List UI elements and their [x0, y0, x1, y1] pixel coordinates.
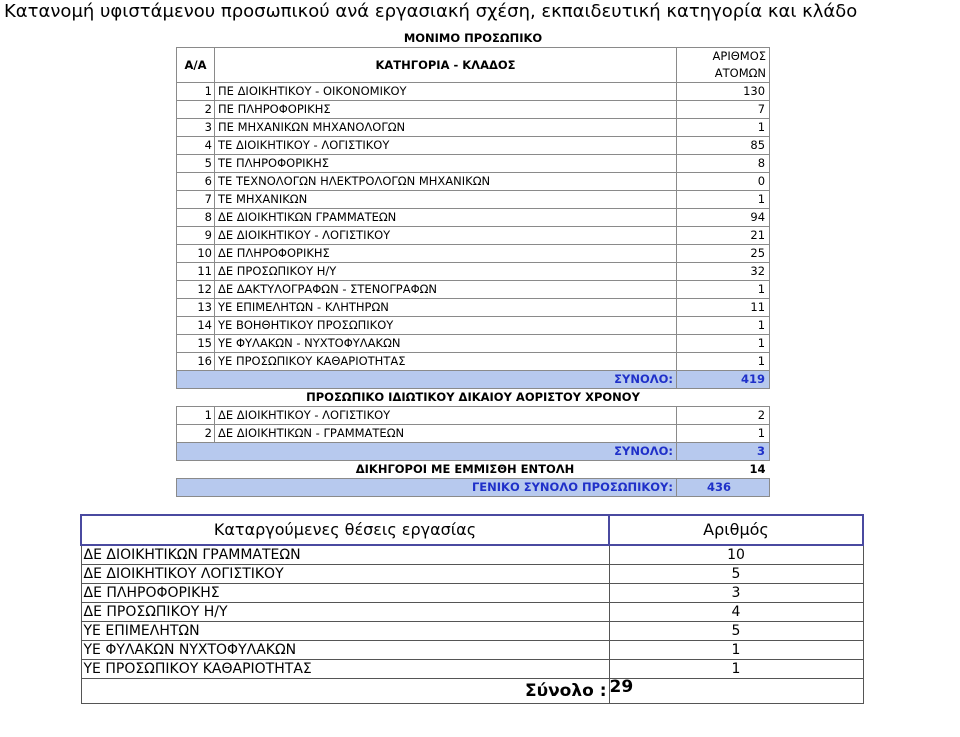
abolished-row [81, 565, 863, 584]
row-count: 1 [677, 425, 770, 443]
row-count: 1 [677, 353, 770, 371]
permanent-staff-row [177, 101, 770, 119]
row-category: ΠΕ ΠΛΗΡΟΦΟΡΙΚΗΣ [215, 101, 677, 119]
permanent-total-value: 419 [677, 371, 770, 389]
abolished-row [81, 622, 863, 641]
permanent-staff-row [177, 137, 770, 155]
row-category: ΔΕ ΔΙΟΙΚΗΤΙΚΩΝ ΓΡΑΜΜΑΤΕΩΝ [215, 209, 677, 227]
row-category: ΥΕ ΠΡΟΣΩΠΙΚΟΥ ΚΑΘΑΡΙΟΤΗΤΑΣ [215, 353, 677, 371]
row-category: ΤΕ ΔΙΟΙΚΗΤΙΚΟΥ - ΛΟΓΙΣΤΙΚΟΥ [215, 137, 677, 155]
row-index: 11 [177, 263, 215, 281]
row-count: 21 [677, 227, 770, 245]
permanent-staff-row [177, 317, 770, 335]
abolished-position: ΥΕ ΠΡΟΣΩΠΙΚΟΥ ΚΑΘΑΡΙΟΤΗΤΑΣ [81, 660, 609, 679]
private-staff-row [177, 407, 770, 425]
permanent-staff-row [177, 227, 770, 245]
abolished-positions-table [80, 514, 864, 704]
abolished-position: ΔΕ ΔΙΟΙΚΗΤΙΚΩΝ ΓΡΑΜΜΑΤΕΩΝ [81, 545, 609, 565]
abolished-position: ΔΕ ΠΛΗΡΟΦΟΡΙΚΗΣ [81, 584, 609, 603]
row-index: 10 [177, 245, 215, 263]
lawyers-value: 14 [749, 462, 766, 476]
row-category: ΥΕ ΕΠΙΜΕΛΗΤΩΝ - ΚΛΗΤΗΡΩΝ [215, 299, 677, 317]
row-index: 5 [177, 155, 215, 173]
row-count: 1 [677, 119, 770, 137]
abolished-count: 5 [609, 622, 863, 641]
row-index: 9 [177, 227, 215, 245]
row-category: ΔΕ ΔΙΟΙΚΗΤΙΚΩΝ - ΓΡΑΜΜΑΤΕΩΝ [215, 425, 677, 443]
col-position-header: Καταργούμενες θέσεις εργασίας [81, 515, 609, 545]
lawyers-row [177, 461, 770, 479]
private-total [177, 443, 770, 461]
permanent-total-label: ΣΥΝΟΛΟ: [177, 371, 677, 389]
row-index: 13 [177, 299, 215, 317]
abolished-count: 3 [609, 584, 863, 603]
permanent-staff-row [177, 353, 770, 371]
row-category: ΠΕ ΜΗΧΑΝΙΚΩΝ ΜΗΧΑΝΟΛΟΓΩΝ [215, 119, 677, 137]
permanent-section-title: ΜΟΝΙΜΟ ΠΡΟΣΩΠΙΚΟ [403, 31, 543, 45]
col-index-header: Α/Α [177, 48, 215, 83]
row-index: 6 [177, 173, 215, 191]
staff-table [176, 30, 770, 497]
row-count: 1 [677, 335, 770, 353]
row-count: 32 [677, 263, 770, 281]
abolished-header-row [81, 515, 863, 545]
permanent-staff-row [177, 263, 770, 281]
abolished-row [81, 641, 863, 660]
col-count-header-line2: ΑΤΟΜΩΝ [714, 66, 767, 80]
grand-total-row [177, 479, 770, 497]
abolished-position: ΥΕ ΦΥΛΑΚΩΝ ΝΥΧΤΟΦΥΛΑΚΩΝ [81, 641, 609, 660]
row-count: 8 [677, 155, 770, 173]
row-count: 1 [677, 317, 770, 335]
permanent-staff-row [177, 155, 770, 173]
column-header-row [177, 48, 770, 83]
private-total-label: ΣΥΝΟΛΟ: [177, 443, 677, 461]
permanent-section-header [177, 30, 770, 48]
row-index: 2 [177, 425, 215, 443]
grand-total-label: ΓΕΝΙΚΟ ΣΥΝΟΛΟ ΠΡΟΣΩΠΙΚΟΥ: [177, 479, 677, 497]
col-count-header-line1: ΑΡΙΘΜΟΣ [712, 49, 767, 63]
col-count-header [677, 48, 770, 83]
row-index: 4 [177, 137, 215, 155]
row-count: 25 [677, 245, 770, 263]
row-index: 12 [177, 281, 215, 299]
row-count: 7 [677, 101, 770, 119]
row-count: 130 [677, 83, 770, 101]
row-index: 3 [177, 119, 215, 137]
row-category: ΥΕ ΒΟΗΘΗΤΙΚΟΥ ΠΡΟΣΩΠΙΚΟΥ [215, 317, 677, 335]
row-count: 94 [677, 209, 770, 227]
page-title: Κατανομή υφιστάμενου προσωπικού ανά εργασιακή σχέση, εκπαιδευτική κατηγορία και κλάδο [4, 1, 858, 22]
abolished-row [81, 603, 863, 622]
grand-total-value: 436 [677, 479, 770, 497]
abolished-row [81, 545, 863, 565]
row-count: 2 [677, 407, 770, 425]
abolished-count: 10 [609, 545, 863, 565]
permanent-staff-row [177, 83, 770, 101]
abolished-total-value [609, 679, 863, 704]
row-index: 14 [177, 317, 215, 335]
row-category: ΔΕ ΔΙΟΙΚΗΤΙΚΟΥ - ΛΟΓΙΣΤΙΚΟΥ [215, 227, 677, 245]
abolished-total-number: 29 [609, 678, 634, 697]
abolished-position: ΔΕ ΔΙΟΙΚΗΤΙΚΟΥ ΛΟΓΙΣΤΙΚΟΥ [81, 565, 609, 584]
abolished-row [81, 660, 863, 679]
permanent-total [177, 371, 770, 389]
row-index: 1 [177, 83, 215, 101]
permanent-staff-row [177, 299, 770, 317]
abolished-count: 4 [609, 603, 863, 622]
row-index: 15 [177, 335, 215, 353]
abolished-total-row [81, 679, 863, 704]
permanent-staff-row [177, 335, 770, 353]
abolished-position: ΔΕ ΠΡΟΣΩΠΙΚΟΥ Η/Υ [81, 603, 609, 622]
permanent-staff-row [177, 209, 770, 227]
row-count: 85 [677, 137, 770, 155]
abolished-row [81, 584, 863, 603]
abolished-total-label: Σύνολο : [81, 679, 609, 704]
col-number-header: Αριθμός [609, 515, 863, 545]
row-count: 1 [677, 191, 770, 209]
permanent-staff-row [177, 119, 770, 137]
lawyers-label: ΔΙΚΗΓΟΡΟΙ ΜΕ ΕΜΜΙΣΘΗ ΕΝΤΟΛΗ [355, 462, 575, 476]
row-index: 2 [177, 101, 215, 119]
permanent-staff-row [177, 173, 770, 191]
row-category: ΔΕ ΔΙΟΙΚΗΤΙΚΟΥ - ΛΟΓΙΣΤΙΚΟΥ [215, 407, 677, 425]
permanent-staff-row [177, 281, 770, 299]
row-count: 11 [677, 299, 770, 317]
row-category: ΠΕ ΔΙΟΙΚΗΤΙΚΟΥ - ΟΙΚΟΝΟΜΙΚΟΥ [215, 83, 677, 101]
abolished-count: 1 [609, 641, 863, 660]
row-category: ΔΕ ΠΡΟΣΩΠΙΚΟΥ Η/Υ [215, 263, 677, 281]
row-category: ΥΕ ΦΥΛΑΚΩΝ - ΝΥΧΤΟΦΥΛΑΚΩΝ [215, 335, 677, 353]
row-category: ΔΕ ΠΛΗΡΟΦΟΡΙΚΗΣ [215, 245, 677, 263]
row-count: 0 [677, 173, 770, 191]
row-category: ΤΕ ΤΕΧΝΟΛΟΓΩΝ ΗΛΕΚΤΡΟΛΟΓΩΝ ΜΗΧΑΝΙΚΩΝ [215, 173, 677, 191]
row-category: ΤΕ ΠΛΗΡΟΦΟΡΙΚΗΣ [215, 155, 677, 173]
permanent-staff-row [177, 191, 770, 209]
row-category: ΔΕ ΔΑΚΤΥΛΟΓΡΑΦΩΝ - ΣΤΕΝΟΓΡΑΦΩΝ [215, 281, 677, 299]
private-section-header [177, 389, 770, 407]
abolished-position: ΥΕ ΕΠΙΜΕΛΗΤΩΝ [81, 622, 609, 641]
abolished-count: 5 [609, 565, 863, 584]
col-category-header: ΚΑΤΗΓΟΡΙΑ - ΚΛΑΔΟΣ [215, 48, 677, 83]
row-category: ΤΕ ΜΗΧΑΝΙΚΩΝ [215, 191, 677, 209]
abolished-count: 1 [609, 660, 863, 679]
private-section-title: ΠΡΟΣΩΠΙΚΟ ΙΔΙΩΤΙΚΟΥ ΔΙΚΑΙΟΥ ΑΟΡΙΣΤΟΥ ΧΡΟΝΟΥ [306, 390, 640, 404]
row-index: 8 [177, 209, 215, 227]
private-staff-row [177, 425, 770, 443]
permanent-staff-row [177, 245, 770, 263]
row-index: 7 [177, 191, 215, 209]
private-total-value: 3 [677, 443, 770, 461]
row-count: 1 [677, 281, 770, 299]
row-index: 16 [177, 353, 215, 371]
row-index: 1 [177, 407, 215, 425]
